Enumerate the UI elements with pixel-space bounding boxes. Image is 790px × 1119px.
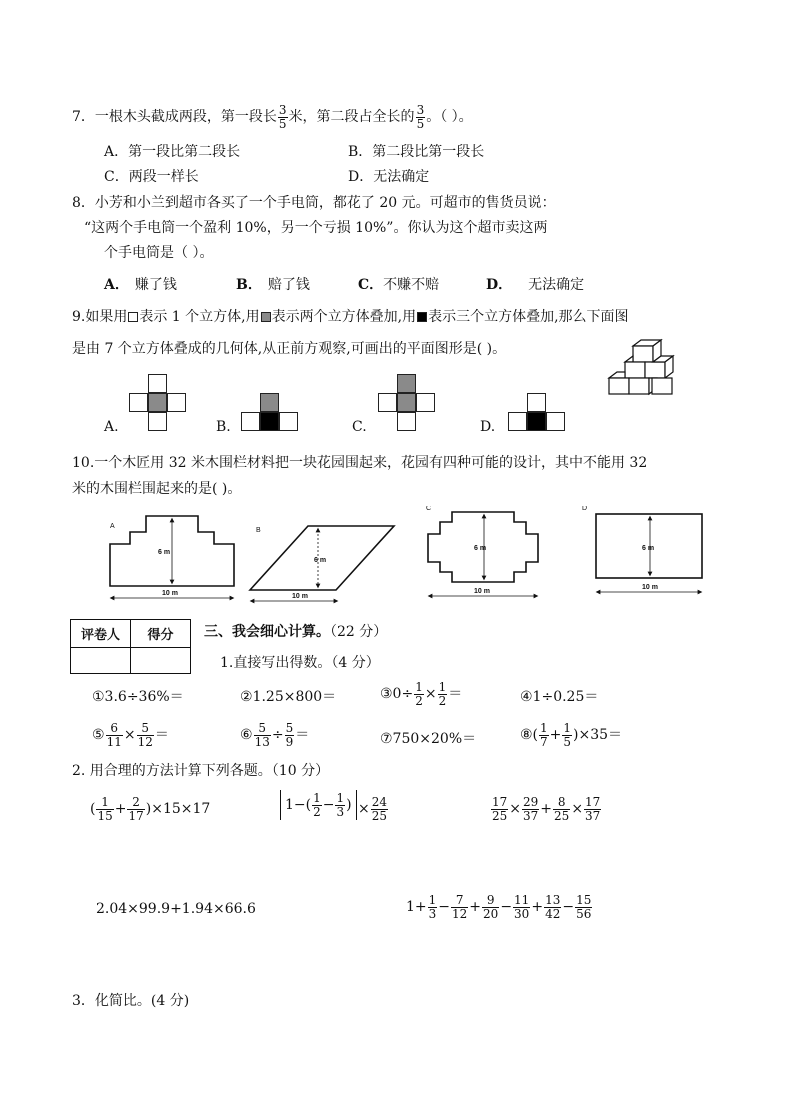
problem-4: ④1÷0.25＝ [520, 689, 599, 705]
score-table-score-cell[interactable] [131, 648, 191, 674]
q8-option-a-text: 赚了钱 [134, 277, 177, 293]
c3-f3d: 25 [554, 808, 570, 823]
p6-f1n: 5 [254, 722, 271, 736]
section3-sub3: 3．化简比。(4 分) [72, 993, 190, 1009]
q7-frac2-den: 5 [416, 116, 425, 131]
p8-f2n: 1 [563, 721, 572, 735]
q7-frac1-num: 3 [278, 103, 287, 117]
c3-f4d: 37 [585, 808, 601, 823]
p5-frac2 [137, 722, 154, 748]
c5-f6d: 56 [576, 906, 592, 921]
p3-frac1 [414, 681, 424, 707]
c1-f1d: 15 [97, 808, 113, 823]
c5-f4d: 30 [514, 906, 530, 921]
p6-f2n: 5 [285, 721, 294, 735]
q7-option-a[interactable]: A．第一段比第二段长 [104, 144, 241, 160]
calc-4: 2.04×99.9+1.94×66.6 [96, 901, 256, 917]
c5-op5: − [562, 899, 575, 916]
p5-f2n: 5 [137, 722, 154, 736]
c2-close: ) [346, 797, 352, 814]
c3-f4n: 17 [585, 795, 601, 809]
c1-plus: + [114, 801, 127, 818]
q9-text-b: 表示 1 个立方体,用 [139, 309, 260, 325]
c3-f3n: 8 [553, 796, 570, 810]
c5-f2n: 7 [451, 894, 468, 908]
p5-f1n: 6 [106, 722, 123, 736]
c1-open: ( [90, 801, 96, 818]
q9-text-c: 表示两个立方体叠加,用 [271, 309, 417, 325]
score-table-score-header: 得分 [131, 620, 191, 648]
q7-stem [72, 104, 473, 130]
q10-line1: 10.一个木匠用 32 米木围栏材料把一块花园围起来，花园有四种可能的设计，其中不能用 32 [72, 455, 648, 471]
c2-f2d: 3 [336, 804, 345, 819]
c3-f1n: 17 [492, 795, 508, 809]
q7-option-b[interactable]: B．第二段比第一段长 [348, 144, 485, 160]
fig-b-label: B [256, 527, 261, 534]
problem-8 [520, 722, 622, 748]
p3-f2n: 1 [438, 680, 447, 694]
section3-sub2: 2. 用合理的方法计算下列各题。（10 分） [72, 763, 330, 779]
p3-f1d: 2 [415, 693, 423, 708]
c1-frac1 [96, 796, 113, 822]
p3-eq: ＝ [448, 686, 463, 703]
c3-plus: + [540, 801, 553, 818]
q8-option-d-letter: D． [486, 277, 513, 293]
section3-title: 三、我会细心计算。 [204, 624, 330, 640]
q9-option-d-label[interactable]: D. [480, 419, 496, 435]
q8-option-b[interactable] [236, 278, 310, 292]
fig-d-label: D [582, 506, 588, 512]
c3-frac3 [553, 796, 570, 822]
c5-start: 1+ [406, 899, 427, 916]
calc-5 [406, 894, 593, 920]
problem-7: ⑦750×20%＝ [380, 731, 477, 747]
fig-b-height: 6 m [314, 557, 327, 564]
q9-text-a: 9.如果用 [72, 309, 128, 325]
q9-line2: 是由 7 个立方体叠成的几何体,从正前方观察,可画出的平面图形是( )。 [72, 341, 507, 357]
c3-f2n: 29 [523, 795, 539, 809]
c2-frac2 [335, 792, 345, 818]
c2-mul: × [358, 801, 370, 818]
c1-f2d: 17 [128, 808, 144, 823]
c5-op1: − [438, 899, 451, 916]
calc-1 [90, 796, 210, 822]
p6-div: ÷ [271, 727, 284, 744]
q7-frac1-den: 5 [278, 116, 287, 131]
p8-plus: + [549, 727, 562, 744]
problem-1: ①3.6÷36%＝ [92, 689, 184, 705]
score-table-grader-cell[interactable] [71, 648, 131, 674]
calc-2-tail [358, 796, 389, 822]
q7-option-d[interactable]: D．无法确定 [348, 169, 430, 185]
calc-2 [280, 790, 357, 820]
q10-line2: 米的木围栏围起来的是( )。 [72, 481, 242, 497]
c3-mul2: × [571, 801, 584, 818]
problem-3 [380, 681, 462, 707]
garden-designs-figure [96, 506, 736, 610]
p5-text: ⑤ [92, 727, 105, 744]
fig-c-width: 10 m [474, 588, 490, 595]
c2-f3n: 24 [371, 795, 388, 809]
cube-middle-left [625, 362, 645, 378]
p6-text: ⑥ [240, 727, 253, 744]
cube-top-front [633, 346, 653, 362]
p8-frac1 [539, 722, 549, 748]
p5-frac1 [106, 722, 123, 748]
q9-option-c-label[interactable]: C. [352, 419, 367, 435]
q8-option-a-letter: A． [104, 277, 129, 293]
p6-f1d: 13 [254, 734, 270, 749]
c1-frac2 [127, 796, 144, 822]
c5-f5n: 13 [545, 893, 561, 907]
c3-frac4 [584, 796, 601, 822]
c5-f4n: 11 [514, 893, 530, 907]
fig-b-width: 10 m [292, 593, 308, 600]
q8-option-b-letter: B． [236, 277, 262, 293]
c2-f2n: 1 [336, 791, 345, 805]
p5-f2d: 12 [137, 734, 153, 749]
score-table [70, 619, 191, 674]
q9-line1 [72, 310, 629, 324]
section3-heading [204, 625, 387, 639]
q7-frac2-num: 3 [416, 103, 425, 117]
c5-frac1 [428, 894, 438, 920]
p3-f2d: 2 [438, 693, 447, 708]
p8-frac2 [562, 722, 572, 748]
c3-frac1 [491, 796, 508, 822]
c5-f5d: 42 [545, 906, 561, 921]
c3-frac2 [522, 796, 539, 822]
cube-bottom-left [609, 378, 629, 394]
problem-2: ②1.25×800＝ [240, 689, 337, 705]
fig-c-label: C [426, 506, 432, 512]
q8-line3: 个手电筒是（ ）。 [104, 245, 214, 261]
q8-line2: “这两个手电筒一个盈利 10%，另一个亏损 10%”。你认为这个超市卖这两 [84, 220, 548, 236]
q8-option-c-text: 不赚不赔 [383, 277, 440, 293]
p8-rest: )×35＝ [573, 727, 623, 744]
c5-op3: − [500, 899, 513, 916]
c5-f3n: 9 [482, 894, 499, 908]
fig-d-height: 6 m [642, 545, 655, 552]
section3-points: （22 分） [330, 624, 388, 640]
q8-option-b-text: 赔了钱 [267, 277, 310, 293]
p8-f2d: 5 [563, 734, 572, 749]
section3-sub1: 1.直接写出得数。（4 分） [220, 655, 380, 671]
c2-frac1 [312, 792, 322, 818]
c5-f3d: 20 [483, 906, 499, 921]
q9-option-b-label[interactable]: B. [216, 419, 231, 435]
c2-f1d: 2 [313, 804, 321, 819]
q7-text-a: 7．一根木头截成两段，第一段长 [72, 109, 277, 126]
q8-line1: 8．小芳和小兰到超市各买了一个手电筒，都花了 20 元。可超市的售货员说： [72, 195, 556, 211]
c5-f1n: 1 [428, 893, 437, 907]
cube-stack-figure [606, 338, 676, 396]
p5-mul: × [123, 727, 136, 744]
c5-frac6 [575, 894, 592, 920]
p3-text: ③0÷ [380, 686, 414, 703]
c3-mul1: × [509, 801, 522, 818]
p5-f1d: 11 [106, 734, 122, 749]
p8-f1n: 1 [540, 721, 548, 735]
gray-square-icon [261, 312, 271, 322]
white-square-icon [128, 312, 138, 322]
problem-5 [92, 722, 169, 748]
c2-open: 1−( [285, 797, 312, 814]
c1-f2n: 2 [127, 796, 144, 810]
score-table-grader-header: 评卷人 [71, 620, 131, 648]
fig-d-width: 10 m [642, 584, 658, 591]
c2-f3d: 25 [371, 808, 388, 823]
q8-option-c-letter: C． [358, 277, 384, 293]
c1-f1n: 1 [96, 796, 113, 810]
cube-bottom-right [652, 378, 672, 394]
q9-option-a-label[interactable]: A. [104, 419, 119, 435]
q7-fraction-1 [278, 104, 288, 130]
p3-frac2 [438, 681, 448, 707]
fig-a-label: A [110, 523, 115, 530]
black-square-icon [417, 312, 427, 322]
fig-a-height: 6 m [158, 549, 171, 556]
p8-open: ⑧( [520, 727, 539, 744]
cube-middle-right [645, 362, 665, 378]
q7-text-b: 米，第二段占全长的 [288, 109, 415, 126]
p6-f2d: 9 [285, 734, 294, 749]
c5-f1d: 3 [428, 906, 437, 921]
problem-6 [240, 722, 309, 748]
c1-rest: )×15×17 [145, 801, 211, 818]
c3-f1d: 25 [492, 808, 508, 823]
c5-op2: + [469, 899, 482, 916]
q9-text-d: 表示三个立方体叠加,那么下面图 [428, 309, 629, 325]
q8-option-d[interactable] [486, 278, 584, 292]
c2-minus: − [322, 797, 335, 814]
p6-frac2 [285, 722, 295, 748]
c2-f1n: 1 [313, 791, 321, 805]
q7-option-c[interactable]: C．两段一样长 [104, 169, 199, 185]
p6-frac1 [254, 722, 271, 748]
p8-f1d: 7 [540, 734, 548, 749]
c5-frac5 [544, 894, 561, 920]
q8-option-c[interactable] [358, 278, 439, 292]
c3-f2d: 37 [523, 808, 539, 823]
p6-eq: ＝ [295, 727, 310, 744]
c2-frac3 [371, 796, 388, 822]
c5-frac3 [482, 894, 499, 920]
c5-frac2 [451, 894, 468, 920]
cube-bottom-middle [629, 378, 649, 394]
p3-mul: × [424, 686, 437, 703]
q7-fraction-2 [416, 104, 426, 130]
fig-a-width: 10 m [162, 590, 178, 597]
c5-f6n: 15 [576, 893, 592, 907]
p5-eq: ＝ [154, 727, 169, 744]
q7-text-c: 。（ ）。 [426, 109, 473, 126]
p3-f1n: 1 [415, 680, 423, 694]
q8-option-d-text: 无法确定 [528, 277, 585, 293]
q8-option-a[interactable] [104, 278, 177, 292]
calc-3 [490, 796, 602, 822]
c5-op4: + [531, 899, 544, 916]
c5-frac4 [513, 894, 530, 920]
c5-f2d: 12 [452, 906, 468, 921]
fig-c-height: 6 m [474, 545, 487, 552]
